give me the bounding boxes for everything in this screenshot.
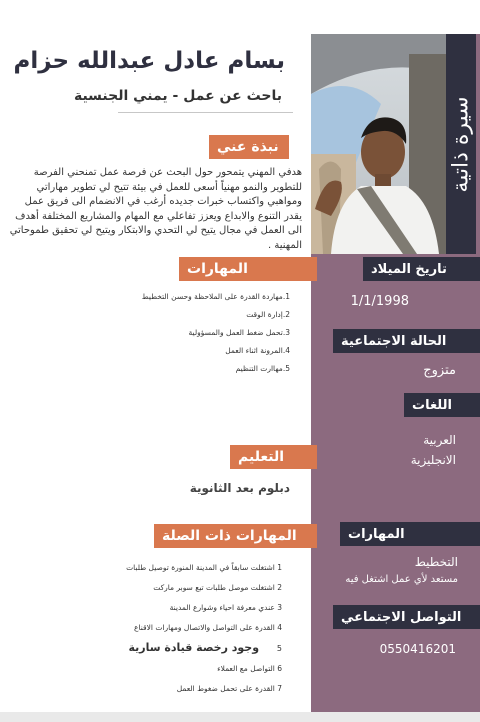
birth-value: 1/1/1998 <box>350 294 409 309</box>
side-skills-list <box>345 553 458 589</box>
list-item: 1.مهاردة القدرة على الملاحظة وحسن التخطيط <box>141 292 290 301</box>
list-item: 3 عندي معرفة احياء وشوارع المدينة <box>169 603 282 612</box>
education-heading: التعليم <box>230 445 317 469</box>
side-skill-item: التخطيط <box>414 555 458 569</box>
list-item: 5.مهاارت التنظيم <box>235 364 290 373</box>
subtitle: باحث عن عمل - يمني الجنسية <box>73 88 282 104</box>
language-item: الانجليزية <box>410 453 456 467</box>
languages-list <box>411 430 456 470</box>
list-item: 4.المرونة اثناء العمل <box>225 346 290 355</box>
list-item <box>126 638 282 659</box>
education-value: دبلوم بعد الثانوية <box>189 481 290 495</box>
languages-heading: اللغات <box>404 393 480 417</box>
full-name: بسام عادل عبدالله حزام <box>13 48 285 74</box>
contact-heading: التواصل الاجتماعي <box>333 605 480 629</box>
list-item: 3.تحمل ضغط العمل والمسؤولية <box>188 328 290 337</box>
list-item: 1 اشتغلت سابقاً في المدينة المنورة توصيل طلبات <box>126 563 282 572</box>
related-skills-heading: المهارات ذات الصلة <box>154 524 317 548</box>
phone-number: 0550416201 <box>379 642 456 656</box>
about-heading: نبذة عني <box>209 135 289 159</box>
subtitle-underline <box>118 112 293 113</box>
bottom-strip <box>0 712 480 722</box>
list-item: 6 التواصل مع العملاء <box>217 664 282 673</box>
list-item-number: 5 <box>276 644 282 653</box>
about-text: هدفي المهني يتمحور حول البحث عن فرصة عمل تمنحني الفرصة للتطوير والنمو مهنياً أسعى للعمل في بيئة تتيح لي تطوير مهاراتي ومواهبي واكتساب خبرات جديده أرغب في الانضمام الى فريق عمل يقدر التنوع والابداع ويعزز تفاعلي مع المهام والمشاريع المختلفة أهدف الى العمل في مجال يتيح لي التحدي والابتكار ويتيح لي تحقيق طموحاتي المهنية . <box>9 167 302 251</box>
list-item: 4 القدرة على التواصل والاتصال ومهارات الاقناع <box>133 623 282 632</box>
skills-list <box>142 288 290 378</box>
profile-photo <box>311 34 446 254</box>
list-item: 2.إدارة الوقت <box>246 310 290 319</box>
birth-heading: تاريخ الميلاد <box>363 257 480 281</box>
marital-heading: الحالة الاجتماعية <box>333 329 480 353</box>
list-item: 2 اشتغلت موصل طلبات تبع سوبر ماركت <box>153 583 282 592</box>
driving-license-text: وجود رخصة قيادة سارية <box>128 641 260 654</box>
side-skill-item: مستعد لأي عمل اشتغل فيه <box>345 574 458 585</box>
vertical-title: سيرة ذاتية <box>448 95 474 193</box>
list-item: 7 القدرة على تحمل ضغوط العمل <box>176 684 282 693</box>
skills-heading: المهارات <box>179 257 317 281</box>
language-item: العربية <box>423 433 456 447</box>
marital-value: متزوج <box>423 363 456 378</box>
related-skills-list <box>126 558 282 699</box>
side-skills-heading: المهارات <box>340 522 480 546</box>
